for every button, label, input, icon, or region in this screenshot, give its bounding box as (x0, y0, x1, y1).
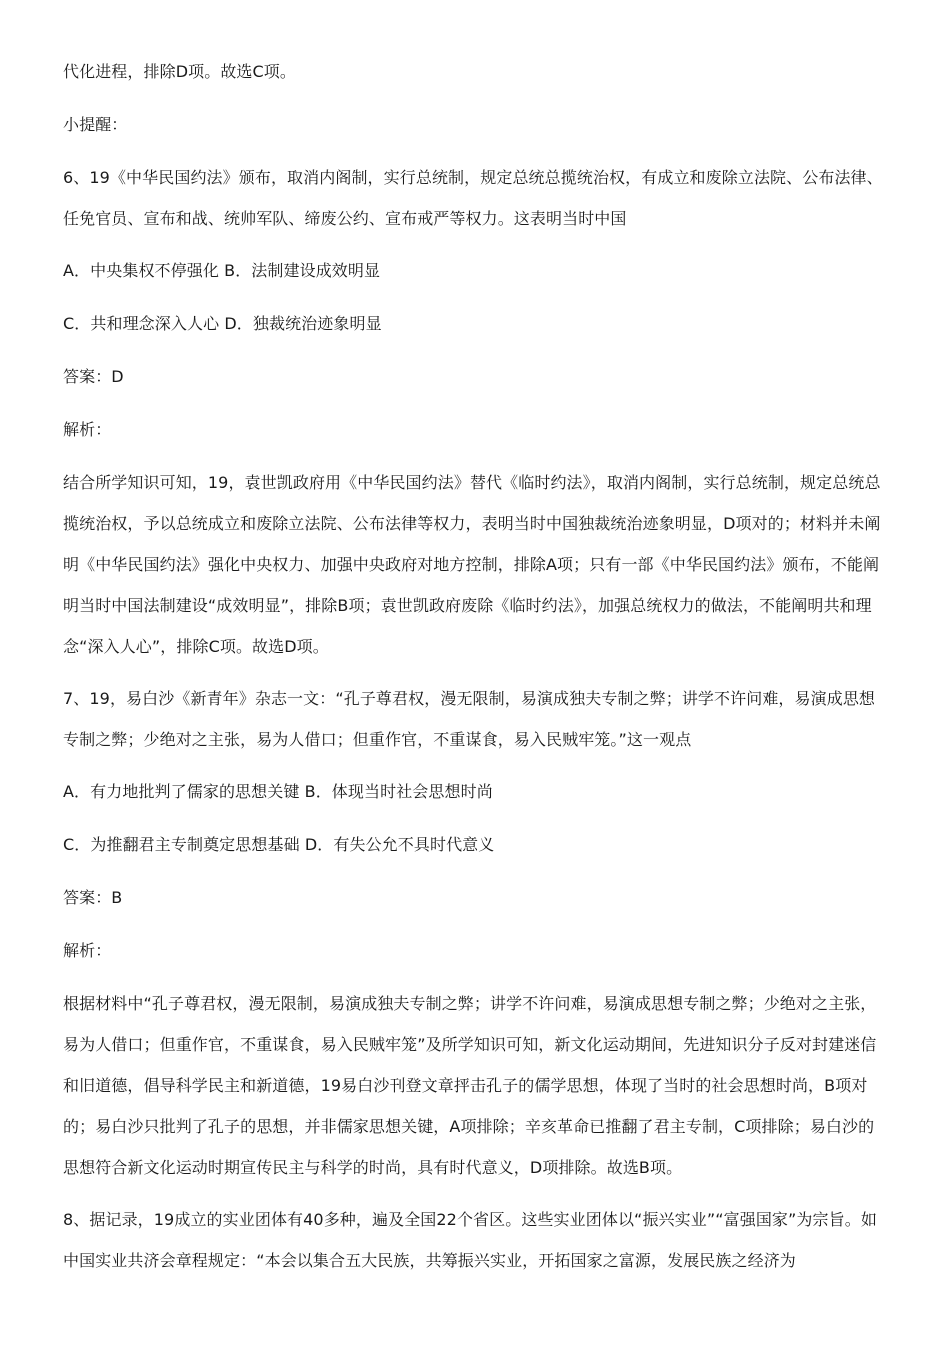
question-6-options-cd: C．共和理念深入人心 D．独裁统治迹象明显 (63, 314, 382, 333)
question-7-options-ab: A．有力地批判了儒家的思想关键 B．体现当时社会思想时尚 (63, 782, 493, 801)
question-7-analysis: 根据材料中“孔子尊君权，漫无限制，易演成独夫专制之弊；讲学不许问难，易演成思想专制之弊；少绝对之主张，易为人借口；但重作官，不重谋食，易入民贼牢笼”及所学知识可知，新文化运动期间，先进知识分子反对封建迷信和旧道德，倡导科学民主和新道德，19易白沙刊登文章抨击孔子的儒学思想，体现了当时的社会思想时尚，B项对的；易白沙只批判了孔子的思想，并非儒家思想关键，A项排除；辛亥革命已推翻了君主专制，C项排除；易白沙的思想符合新文化运动时期宣传民主与科学的时尚，具有时代意义，D项排除。故选B项。 (63, 994, 877, 1177)
question-6-analysis: 结合所学知识可知，19，袁世凯政府用《中华民国约法》替代《临时约法》，取消内阁制，实行总统制，规定总统总揽统治权，予以总统成立和废除立法院、公布法律等权力，表明当时中国独裁统治迹象明显，D项对的；材料并未阐明《中华民国约法》强化中央权力、加强中央政府对地方控制，排除A项；只有一部《中华民国约法》颁布，不能阐明当时中国法制建设“成效明显”，排除B项；袁世凯政府废除《临时约法》，加强总统权力的做法，不能阐明共和理念“深入人心”，排除C项。故选D项。 (63, 473, 881, 656)
question-7-answer: 答案：B (63, 888, 123, 907)
question-7-analysis-label: 解析： (63, 941, 112, 960)
question-8-stem: 8、据记录，19成立的实业团体有40多种，遍及全国22个省区。这些实业团体以“振兴实业”“富强国家”为宗旨。如中国实业共济会章程规定：“本会以集合五大民族，共筹振兴实业，开拓国家之富源，发展民族之经济为 (63, 1210, 877, 1270)
question-7-options-cd: C．为推翻君主专制奠定思想基础 D．有失公允不具时代意义 (63, 835, 495, 854)
question-7-stem: 7、19，易白沙《新青年》杂志一文：“孔子尊君权，漫无限制，易演成独夫专制之弊；讲学不许问难，易演成思想专制之弊；少绝对之主张，易为人借口；但重作官，不重谋食，易入民贼牢笼。”这一观点 (63, 689, 876, 749)
question-6-options-ab: A．中央集权不停强化 B．法制建设成效明显 (63, 261, 381, 280)
document-page (63, 58, 883, 1299)
paragraph-prev-conclusion: 代化进程，排除D项。故选C项。 (63, 62, 296, 81)
paragraph-tip-label: 小提醒： (63, 115, 128, 134)
question-6-analysis-label: 解析： (63, 420, 112, 439)
question-6-stem: 6、19《中华民国约法》颁布，取消内阁制，实行总统制，规定总统总揽统治权，有成立和废除立法院、公布法律、任免官员、宣布和战、统帅军队、缔废公约、宣布戒严等权力。这表明当时中国 (63, 168, 883, 228)
question-6-answer: 答案：D (63, 367, 124, 386)
